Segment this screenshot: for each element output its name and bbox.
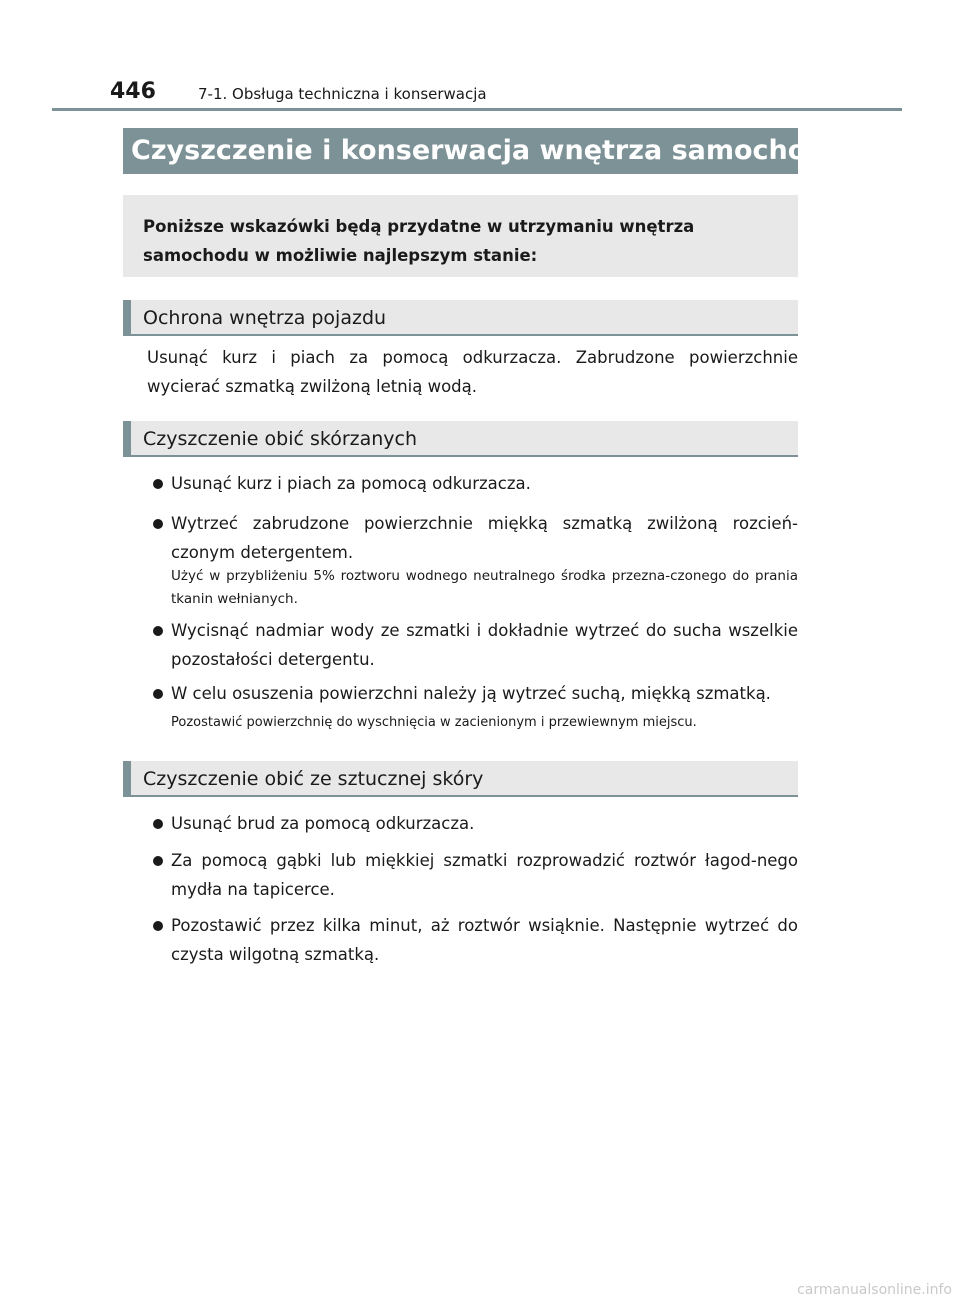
section-heading-interior-protection: [123, 300, 798, 336]
list-item-text: W celu osuszenia powierzchni należy ją wytrzeć suchą, miękką szmatką.: [171, 684, 771, 703]
section-heading-synthetic-leather-cleaning: [123, 761, 798, 797]
list-item: [147, 911, 798, 969]
list-item: [147, 469, 798, 498]
bullet-icon: [153, 689, 163, 699]
header-divider: [52, 108, 902, 111]
list-item-text: Wycisnąć nadmiar wody ze szmatki i dokładnie wytrzeć do sucha wszelkie pozostałości detergentu.: [171, 621, 798, 669]
list-item-text: Za pomocą gąbki lub miękkiej szmatki rozprowadzić roztwór łagod-nego mydła na tapicerce.: [171, 851, 798, 899]
list-item: [147, 809, 798, 838]
intro-box: [123, 195, 798, 277]
section-heading-label: Czyszczenie obić skórzanych: [143, 428, 418, 450]
list-item-note: Pozostawić powierzchnię do wyschnięcia w zacienionym i przewiewnym miejscu.: [171, 715, 697, 730]
bullet-icon: [153, 856, 163, 866]
intro-text: Poniższe wskazówki będą przydatne w utrzymaniu wnętrza samochodu w możliwie najlepszym stanie:: [143, 217, 695, 265]
section-body-text: Usunąć kurz i piach za pomocą odkurzacza. Zabrudzone powierzchnie wycierać szmatką zwilżoną letnią wodą.: [147, 348, 798, 396]
list-item: [147, 846, 798, 904]
watermark: carmanualsonline.info: [797, 1282, 952, 1298]
bullet-icon: [153, 626, 163, 636]
section-heading-label: Czyszczenie obić ze sztucznej skóry: [143, 768, 484, 790]
page-title: Czyszczenie i konserwacja wnętrza samochodu: [131, 135, 845, 166]
list-item-note: Użyć w przybliżeniu 5% roztworu wodnego neutralnego środka przezna-czonego do prania tkanin wełnianych.: [171, 568, 798, 607]
section-accent-bar: [123, 761, 131, 797]
list-item: [147, 509, 798, 567]
page-header: [0, 0, 960, 112]
section-heading-leather-cleaning: [123, 421, 798, 457]
page-title-band: [123, 128, 845, 174]
bullet-icon: [153, 819, 163, 829]
section-heading-label: Ochrona wnętrza pojazdu: [143, 307, 387, 329]
bullet-icon: [153, 479, 163, 489]
list-item-text: Wytrzeć zabrudzone powierzchnie miękką szmatką zwilżoną rozcień-czonym detergentem.: [171, 514, 798, 562]
list-item: [147, 679, 798, 708]
list-item: [147, 616, 798, 674]
bullet-icon: [153, 519, 163, 529]
section-accent-bar: [123, 421, 131, 457]
page-number: 446: [110, 79, 156, 104]
section-accent-bar: [123, 300, 131, 336]
list-item-text: Usunąć brud za pomocą odkurzacza.: [171, 814, 475, 833]
bullet-icon: [153, 921, 163, 931]
list-item-text: Pozostawić przez kilka minut, aż roztwór wsiąknie. Następnie wytrzeć do czysta wilgotną szmatką.: [171, 916, 798, 964]
chapter-title: 7-1. Obsługa techniczna i konserwacja: [198, 85, 487, 103]
list-item-text: Usunąć kurz i piach za pomocą odkurzacza.: [171, 474, 531, 493]
